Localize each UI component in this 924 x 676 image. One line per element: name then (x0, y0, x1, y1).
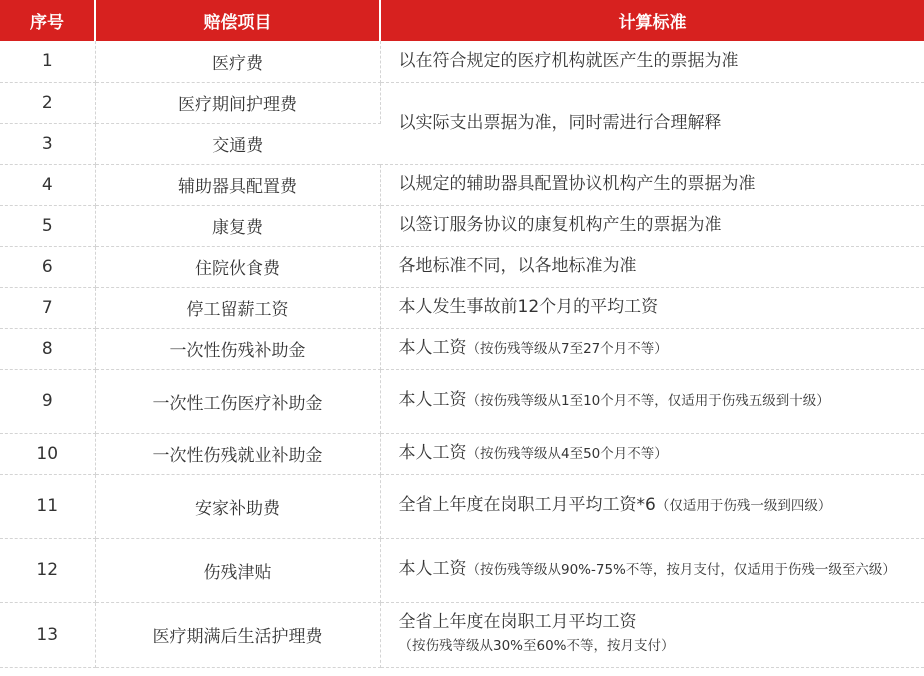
row-number: 13 (0, 602, 95, 667)
standard-note: （按伤残等级从4至50个月不等） (466, 445, 668, 462)
header-standard: 计算标准 (380, 0, 924, 41)
standard-text: 全省上年度在岗职工月平均工资*6 (398, 495, 656, 515)
table-header-row (0, 0, 924, 41)
row-standard (380, 602, 924, 667)
standard-text: 本人工资 (398, 337, 467, 358)
row-standard (380, 538, 924, 602)
row-number: 9 (0, 369, 95, 433)
standard-text: 以签订服务协议的康复机构产生的票据为准 (398, 215, 722, 235)
standard-note: （按伤残等级从7至27个月不等） (466, 340, 668, 357)
standard-text: 各地标准不同，以各地标准为准 (398, 256, 637, 276)
row-standard (380, 369, 924, 433)
table-row (0, 328, 924, 369)
standard-note: （按伤残等级从30%至60%不等，按月支付） (398, 638, 675, 654)
row-item: 辅助器具配置费 (95, 164, 380, 205)
row-number: 5 (0, 205, 95, 246)
table-row (0, 369, 924, 433)
row-item: 安家补助费 (95, 474, 380, 538)
standard-text: 本人发生事故前12个月的平均工资 (398, 297, 659, 317)
standard-text: 全省上年度在岗职工月平均工资 (398, 612, 637, 632)
table-row (0, 433, 924, 474)
row-standard (380, 82, 924, 164)
table-row (0, 474, 924, 538)
row-item: 伤残津贴 (95, 538, 380, 602)
table-row (0, 164, 924, 205)
row-number: 4 (0, 164, 95, 205)
row-number: 7 (0, 287, 95, 328)
row-standard (380, 41, 924, 82)
row-item: 医疗费 (95, 41, 380, 82)
row-item: 住院伙食费 (95, 246, 380, 287)
row-number: 12 (0, 538, 95, 602)
table-row (0, 602, 924, 667)
standard-text: 以在符合规定的医疗机构就医产生的票据为准 (398, 50, 739, 71)
standard-note: （按伤残等级从90%-75%不等，按月支付，仅适用于伤残一级至六级） (466, 562, 896, 578)
table-row (0, 82, 924, 123)
row-item: 交通费 (95, 123, 380, 164)
row-standard (380, 474, 924, 538)
standard-text: 本人工资 (398, 390, 467, 410)
row-standard (380, 433, 924, 474)
row-number: 11 (0, 474, 95, 538)
row-standard (380, 246, 924, 287)
row-number: 8 (0, 328, 95, 369)
row-standard (380, 164, 924, 205)
standard-text: 本人工资 (398, 442, 467, 463)
standard-note: （仅适用于伤残一级到四级） (655, 498, 832, 514)
table-row (0, 538, 924, 602)
row-number: 10 (0, 433, 95, 474)
row-number: 2 (0, 82, 95, 123)
row-standard (380, 287, 924, 328)
row-item: 医疗期间护理费 (95, 82, 380, 123)
standard-text: 以实际支出票据为准，同时需进行合理解释 (398, 112, 722, 133)
row-item: 一次性工伤医疗补助金 (95, 369, 380, 433)
table-row (0, 246, 924, 287)
row-item: 一次性伤残补助金 (95, 328, 380, 369)
row-number: 1 (0, 41, 95, 82)
row-number: 3 (0, 123, 95, 164)
table-row (0, 205, 924, 246)
row-item: 一次性伤残就业补助金 (95, 433, 380, 474)
standard-text: 以规定的辅助器具配置协议机构产生的票据为准 (398, 174, 756, 194)
header-no: 序号 (0, 0, 95, 41)
row-item: 医疗期满后生活护理费 (95, 602, 380, 667)
table-row (0, 287, 924, 328)
row-number: 6 (0, 246, 95, 287)
row-item: 康复费 (95, 205, 380, 246)
standard-note: （按伤残等级从1至10个月不等，仅适用于伤残五级到十级） (466, 393, 830, 409)
header-item: 赔偿项目 (95, 0, 380, 41)
row-standard (380, 205, 924, 246)
table-row (0, 41, 924, 82)
row-standard (380, 328, 924, 369)
row-item: 停工留薪工资 (95, 287, 380, 328)
standard-text: 本人工资 (398, 559, 467, 579)
